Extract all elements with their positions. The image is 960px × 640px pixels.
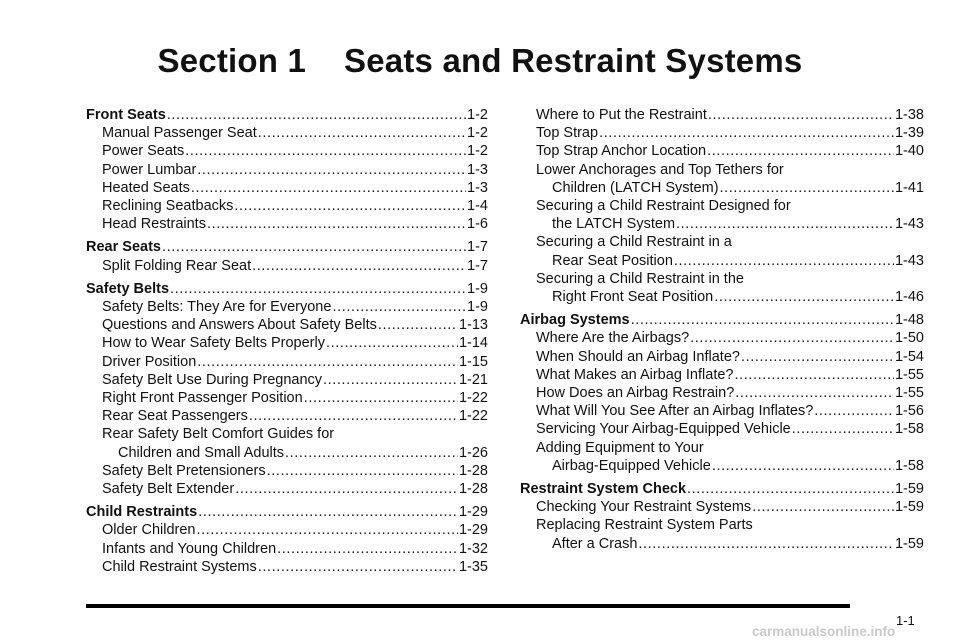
toc-entry-line: Replacing Restraint System Parts — [536, 517, 753, 534]
toc-entry-label: Children (LATCH System) — [552, 179, 719, 196]
toc-entry-label: Child Restraint Systems — [102, 558, 257, 575]
toc-page-number: 1-59 — [894, 481, 924, 498]
toc-entry-label: When Should an Airbag Inflate? — [536, 348, 740, 365]
toc-page-number: 1-55 — [894, 385, 924, 402]
dot-leader — [258, 124, 466, 142]
toc-left-column — [86, 106, 488, 576]
page-title — [0, 42, 960, 80]
toc-entry[interactable] — [520, 384, 924, 402]
toc-page-number: 1-39 — [894, 125, 924, 142]
toc-entry[interactable] — [520, 179, 924, 197]
dot-leader — [638, 535, 894, 553]
dot-leader — [170, 280, 466, 298]
toc-entry[interactable] — [86, 161, 488, 179]
toc-page-number: 1-9 — [467, 299, 488, 316]
toc-page-number: 1-35 — [458, 558, 488, 575]
dot-leader — [720, 179, 894, 197]
toc-page-number: 1-4 — [467, 198, 488, 215]
dot-leader — [741, 348, 894, 366]
toc-entry-label: Safety Belt Use During Pregnancy — [102, 371, 323, 388]
toc-entry-label: Restraint System Check — [520, 481, 687, 498]
toc-entry[interactable] — [86, 558, 488, 576]
dot-leader — [676, 215, 894, 233]
toc-section-heading[interactable] — [86, 503, 488, 521]
section-number: Section 1 — [157, 42, 307, 79]
toc-entry[interactable] — [86, 142, 488, 160]
dot-leader — [326, 334, 458, 352]
watermark: carmanualsonline.info — [752, 624, 896, 639]
dot-leader — [197, 521, 458, 539]
toc-page-number: 1-54 — [894, 348, 924, 365]
dot-leader — [378, 316, 458, 334]
toc-right-column — [520, 106, 924, 553]
toc-entry[interactable] — [520, 288, 924, 306]
toc-entry-line: Securing a Child Restraint in a — [536, 234, 732, 251]
toc-entry-line: Rear Safety Belt Comfort Guides for — [102, 426, 335, 443]
toc-section-heading[interactable] — [86, 238, 488, 256]
toc-page-number: 1-28 — [458, 481, 488, 498]
toc-page-number: 1-43 — [894, 252, 924, 269]
toc-page-number: 1-9 — [467, 280, 488, 297]
toc-page-number: 1-41 — [894, 179, 924, 196]
toc-page-number: 1-6 — [467, 216, 488, 233]
toc-entry-label: Servicing Your Airbag-Equipped Vehicle — [536, 421, 791, 438]
dot-leader — [304, 389, 458, 407]
toc-entry[interactable] — [520, 535, 924, 553]
toc-entry-label: the LATCH System — [552, 216, 676, 233]
toc-entry-label: How Does an Airbag Restrain? — [536, 385, 735, 402]
toc-entry-label: Safety Belts: They Are for Everyone — [102, 299, 332, 316]
toc-page-number: 1-14 — [458, 335, 488, 352]
dot-leader — [814, 402, 894, 420]
toc-page-number: 1-59 — [894, 535, 924, 552]
toc-entry-label: Heated Seats — [102, 179, 190, 196]
dot-leader — [599, 124, 894, 142]
toc-entry[interactable] — [86, 124, 488, 142]
toc-page-number: 1-28 — [458, 462, 488, 479]
toc-entry[interactable] — [520, 252, 924, 270]
toc-entry-label: Children and Small Adults — [118, 444, 285, 461]
dot-leader — [752, 498, 894, 516]
toc-entry-label: Right Front Seat Position — [552, 289, 714, 306]
toc-entry-label: How to Wear Safety Belts Properly — [102, 335, 325, 352]
toc-entry[interactable] — [520, 124, 924, 142]
toc-entry-label: Child Restraints — [86, 504, 198, 521]
toc-entry-label: Power Seats — [102, 143, 185, 160]
toc-section-heading[interactable] — [520, 311, 924, 329]
toc-entry[interactable] — [86, 407, 488, 425]
toc-page-number: 1-32 — [458, 540, 488, 557]
toc-entry[interactable] — [520, 329, 924, 347]
toc-entry[interactable] — [520, 366, 924, 384]
toc-entry[interactable] — [86, 316, 488, 334]
toc-entry-label: Rear Seat Position — [552, 252, 673, 269]
toc-entry-label: Driver Position — [102, 353, 197, 370]
toc-page-number: 1-38 — [894, 107, 924, 123]
dot-leader — [277, 540, 458, 558]
toc-page-number: 1-58 — [894, 421, 924, 438]
toc-page-number: 1-55 — [894, 366, 924, 383]
toc-entry-line: Adding Equipment to Your — [536, 439, 704, 456]
dot-leader — [252, 257, 466, 275]
toc-page-number: 1-59 — [894, 499, 924, 516]
section-name: Seats and Restraint Systems — [344, 42, 803, 79]
dot-leader — [258, 558, 458, 576]
dot-leader — [674, 252, 894, 270]
toc-page-number: 1-15 — [458, 353, 488, 370]
dot-leader — [285, 444, 458, 462]
dot-leader — [690, 329, 894, 347]
dot-leader — [707, 142, 894, 160]
toc-page-number: 1-7 — [467, 257, 488, 274]
toc-entry[interactable] — [520, 142, 924, 160]
toc-entry[interactable] — [86, 197, 488, 215]
dot-leader — [323, 371, 458, 389]
dot-leader — [708, 106, 894, 124]
toc-page-number: 1-21 — [458, 371, 488, 388]
toc-entry[interactable] — [520, 215, 924, 233]
toc-entry-label: Airbag Systems — [520, 312, 630, 329]
dot-leader — [249, 407, 458, 425]
toc-section-heading[interactable] — [86, 106, 488, 124]
toc-page-number: 1-3 — [467, 179, 488, 196]
toc-page-number: 1-2 — [467, 143, 488, 160]
toc-entry[interactable] — [86, 371, 488, 389]
toc-page-number: 1-3 — [467, 161, 488, 178]
toc-entry[interactable] — [86, 353, 488, 371]
toc-entry[interactable] — [86, 462, 488, 480]
toc-entry-label: Safety Belts — [86, 280, 170, 297]
toc-entry-label: What Makes an Airbag Inflate? — [536, 366, 734, 383]
toc-entry[interactable] — [520, 106, 924, 124]
toc-entry[interactable] — [86, 521, 488, 539]
toc-entry-label: What Will You See After an Airbag Inflates? — [536, 403, 814, 420]
toc-page-number: 1-50 — [894, 330, 924, 347]
toc-entry-label: Rear Seat Passengers — [102, 408, 248, 425]
toc-entry[interactable] — [520, 457, 924, 475]
toc-section-heading[interactable] — [86, 280, 488, 298]
dot-leader — [631, 311, 894, 329]
toc-entry-label: Safety Belt Extender — [102, 481, 235, 498]
footer-rule — [86, 604, 850, 608]
toc-entry-label: Rear Seats — [86, 239, 161, 256]
toc-page-number: 1-13 — [458, 317, 488, 334]
toc-entry-label: Power Lumbar — [102, 161, 197, 178]
dot-leader — [197, 353, 458, 371]
toc-entry-label: Infants and Young Children — [102, 540, 277, 557]
toc-entry-label: Older Children — [102, 522, 196, 539]
toc-entry-label: Front Seats — [86, 107, 166, 123]
toc-page-number: 1-7 — [467, 239, 488, 256]
toc-entry[interactable] — [86, 334, 488, 352]
toc-page-number: 1-48 — [894, 312, 924, 329]
toc-entry[interactable] — [86, 257, 488, 275]
toc-page-number: 1-29 — [458, 504, 488, 521]
toc-entry[interactable] — [86, 540, 488, 558]
toc-entry[interactable] — [86, 389, 488, 407]
toc-entry-label: Top Strap — [536, 125, 599, 142]
toc-entry[interactable] — [86, 444, 488, 462]
toc-section-heading[interactable] — [520, 480, 924, 498]
toc-entry-label: Where Are the Airbags? — [536, 330, 690, 347]
dot-leader — [197, 161, 466, 179]
toc-entry-label: Safety Belt Pretensioners — [102, 462, 266, 479]
toc-entry-label: Split Folding Rear Seat — [102, 257, 252, 274]
toc-entry-label: Top Strap Anchor Location — [536, 143, 707, 160]
toc-entry[interactable] — [86, 480, 488, 498]
dot-leader — [687, 480, 894, 498]
dot-leader — [167, 106, 466, 124]
toc-entry-line: Securing a Child Restraint in the — [536, 270, 744, 287]
toc-page-number: 1-26 — [458, 444, 488, 461]
toc-entry-label: Manual Passenger Seat — [102, 125, 257, 142]
dot-leader — [185, 142, 466, 160]
toc-entry-label: Questions and Answers About Safety Belts — [102, 317, 377, 334]
dot-leader — [714, 288, 894, 306]
dot-leader — [712, 457, 894, 475]
dot-leader — [792, 420, 894, 438]
toc-entry[interactable] — [86, 215, 488, 233]
toc-entry-label: Checking Your Restraint Systems — [536, 499, 752, 516]
toc-entry[interactable] — [86, 179, 488, 197]
dot-leader — [734, 366, 893, 384]
dot-leader — [207, 215, 466, 233]
toc-entry-label: Where to Put the Restraint — [536, 107, 707, 123]
toc-page-number: 1-43 — [894, 216, 924, 233]
dot-leader — [235, 480, 458, 498]
toc-entry-line: Lower Anchorages and Top Tethers for — [536, 161, 784, 178]
toc-page-number: 1-46 — [894, 289, 924, 306]
toc-page-number: 1-22 — [458, 408, 488, 425]
toc-page-number: 1-2 — [467, 107, 488, 123]
toc-entry-line: Securing a Child Restraint Designed for — [536, 198, 791, 215]
dot-leader — [198, 503, 458, 521]
dot-leader — [191, 179, 466, 197]
toc-page-number: 1-40 — [894, 143, 924, 160]
dot-leader — [162, 238, 466, 256]
toc-entry-label: Airbag-Equipped Vehicle — [552, 457, 711, 474]
toc-entry[interactable] — [520, 402, 924, 420]
toc-page-number: 1-58 — [894, 457, 924, 474]
toc-page-number: 1-2 — [467, 125, 488, 142]
toc-entry[interactable] — [520, 348, 924, 366]
toc-entry[interactable] — [86, 298, 488, 316]
toc-page-number: 1-56 — [894, 403, 924, 420]
dot-leader — [735, 384, 894, 402]
dot-leader — [332, 298, 466, 316]
toc-entry-label: Right Front Passenger Position — [102, 390, 303, 407]
dot-leader — [267, 462, 458, 480]
toc-entry[interactable] — [520, 420, 924, 438]
toc-entry-label: Head Restraints — [102, 216, 206, 233]
dot-leader — [234, 197, 466, 215]
toc-entry[interactable] — [520, 498, 924, 516]
page-number: 1-1 — [896, 613, 915, 628]
toc-page-number: 1-22 — [458, 390, 488, 407]
toc-entry-label: After a Crash — [552, 535, 638, 552]
toc-page-number: 1-29 — [458, 522, 488, 539]
toc-entry-label: Reclining Seatbacks — [102, 198, 234, 215]
